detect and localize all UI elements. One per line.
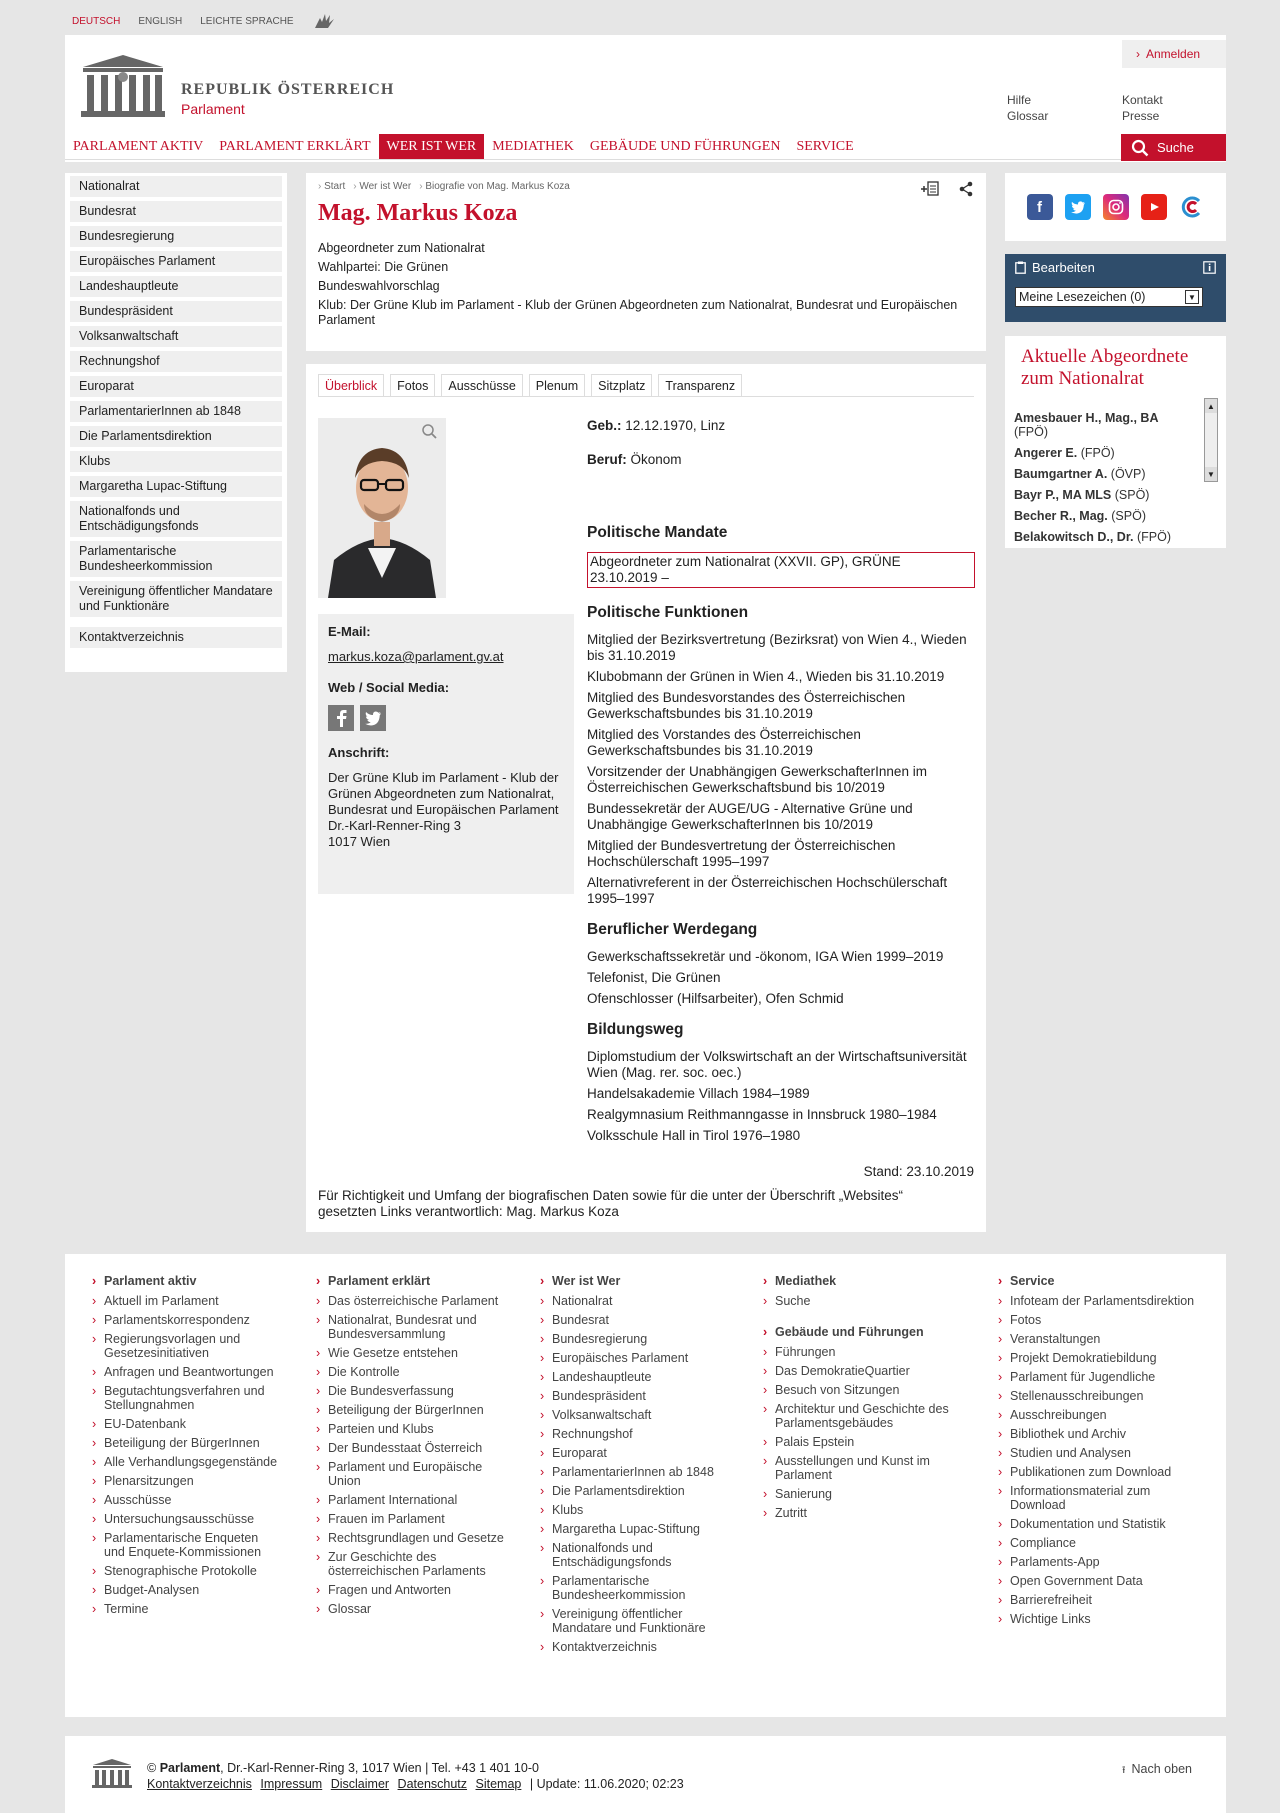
footer-link[interactable]: › Nationalfonds und Entschädigungsfonds xyxy=(540,1541,720,1569)
member-name: Becher R., Mag. xyxy=(1014,509,1108,523)
footer-link[interactable]: › Zutritt xyxy=(763,1506,953,1520)
twitter-icon[interactable] xyxy=(360,705,386,731)
member-party: (FPÖ) xyxy=(1136,530,1171,544)
footer-link[interactable]: › Aktuell im Parlament xyxy=(92,1294,282,1308)
sidebar-item-lupac-stiftung[interactable]: Margaretha Lupac-Stiftung xyxy=(70,476,282,497)
footer-link[interactable]: › Parlament International xyxy=(316,1493,506,1507)
instagram-icon[interactable] xyxy=(1103,194,1129,220)
glossary-link[interactable]: Glossar xyxy=(1007,109,1049,123)
portrait-photo[interactable] xyxy=(318,418,446,598)
address-line: 1017 Wien xyxy=(328,834,391,849)
footer-link[interactable]: › Das österreichische Parlament xyxy=(316,1294,506,1308)
profile-tabs xyxy=(318,374,742,397)
footer-col-wer-ist-wer xyxy=(540,1274,720,1659)
footer-heading[interactable]: › Service xyxy=(998,1274,1198,1288)
parliament-logo-icon[interactable] xyxy=(91,1758,133,1788)
footer-heading[interactable]: › Gebäude und Führungen xyxy=(763,1325,953,1339)
footer-link[interactable]: › Beteiligung der BürgerInnen xyxy=(92,1436,282,1450)
footer-link[interactable]: › Fragen und Antworten xyxy=(316,1583,506,1597)
member-party: (SPÖ) xyxy=(1111,509,1146,523)
help-link[interactable]: Hilfe xyxy=(1007,93,1032,107)
footer-link[interactable]: › Das DemokratieQuartier xyxy=(763,1364,953,1378)
mandate-line: Abgeordneter zum Nationalrat (XXVII. GP), GRÜNE xyxy=(590,554,901,569)
youtube-icon[interactable] xyxy=(1141,194,1167,220)
education-item: Handelsakademie Villach 1984–1989 xyxy=(587,1086,810,1101)
footer-col-parlament-aktiv xyxy=(92,1274,282,1621)
bookmarks-select[interactable] xyxy=(1015,287,1203,307)
clipboard-icon xyxy=(1015,261,1026,274)
logo-text xyxy=(181,81,394,117)
sidebar-item-parlamentsdirektion[interactable]: Die Parlamentsdirektion xyxy=(70,426,282,447)
bookmarks-select-value: Meine Lesezeichen (0) xyxy=(1019,290,1146,304)
link-kontaktverzeichnis[interactable]: Kontaktverzeichnis xyxy=(147,1777,252,1791)
footer-link[interactable]: › Parlamentskorrespondenz xyxy=(92,1313,282,1327)
footer-link[interactable]: › Open Government Data xyxy=(998,1574,1198,1588)
sidebar-item-bundesrat[interactable]: Bundesrat xyxy=(70,201,282,222)
link-impressum[interactable]: Impressum xyxy=(260,1777,323,1791)
tab-ausschuesse[interactable]: Ausschüsse xyxy=(441,374,522,397)
arrow-up-icon: ⭱ xyxy=(1122,1765,1126,1776)
address-line: Der Grüne Klub im Parlament - Klub der Grünen Abgeordneten zum Nationalrat, Bundesrat und Europäischen Parlament xyxy=(328,770,559,817)
career-heading: Beruflicher Werdegang xyxy=(587,921,758,938)
current-members-box xyxy=(1005,336,1226,548)
profile-line: Klub: Der Grüne Klub im Parlament - Klub der Grünen Abgeordneten zum Nationalrat, Bundesrat und Europäischen Parlament xyxy=(318,298,958,327)
current-members-title: Aktuelle Abgeordnete zum Nationalrat xyxy=(1021,346,1189,389)
current-members-list xyxy=(1014,411,1206,548)
facebook-icon[interactable]: f xyxy=(1027,194,1053,220)
sidebar-item-vereinigung[interactable]: Vereinigung öffentlicher Mandatare und Funktionäre xyxy=(70,581,282,617)
footer-link[interactable]: › Wie Gesetze entstehen xyxy=(316,1346,506,1360)
footer-link[interactable]: › Regierungsvorlagen und Gesetzesinitiativen xyxy=(92,1332,282,1360)
legal-links xyxy=(147,1776,684,1792)
breadcrumb-current: › Biografie von Mag. Markus Koza xyxy=(419,181,570,192)
footer-link[interactable]: › Führungen xyxy=(763,1345,953,1359)
footer-heading[interactable]: › Parlament erklärt xyxy=(316,1274,506,1288)
footer-link[interactable]: › Publikationen zum Download xyxy=(998,1465,1198,1479)
copyright xyxy=(147,1760,684,1792)
footer-link[interactable]: › Bundespräsident xyxy=(540,1389,720,1403)
nav-gebaeude[interactable]: GEBÄUDE UND FÜHRUNGEN xyxy=(589,139,781,154)
lang-leichte-sprache[interactable]: LEICHTE SPRACHE xyxy=(200,15,294,27)
breadcrumb-wer-ist-wer-label: › Wer ist Wer xyxy=(353,181,411,192)
footer-heading[interactable]: › Parlament aktiv xyxy=(92,1274,282,1288)
profile-tools xyxy=(920,181,974,197)
footer-link[interactable]: › Der Bundesstaat Österreich xyxy=(316,1441,506,1455)
main-navigation xyxy=(65,134,1226,160)
bookmark-add-icon[interactable] xyxy=(920,181,940,197)
function-item: Mitglied der Bezirksvertretung (Bezirksrat) von Wien 4., Wieden bis 31.10.2019 xyxy=(587,632,967,663)
tab-transparenz[interactable]: Transparenz xyxy=(658,374,742,397)
footer-link[interactable]: › Sanierung xyxy=(763,1487,953,1501)
functions-heading: Politische Funktionen xyxy=(587,604,749,621)
footer-link[interactable]: › Dokumentation und Statistik xyxy=(998,1517,1198,1531)
footer-link[interactable]: › Anfragen und Beantwortungen xyxy=(92,1365,282,1379)
job-value: Ökonom xyxy=(630,452,682,467)
function-item: Bundessekretär der AUGE/UG - Alternative Grüne und Unabhängige GewerkschafterInnen bis 10/2019 xyxy=(587,801,913,832)
footer-link[interactable]: › Europäisches Parlament xyxy=(540,1351,720,1365)
footer-link[interactable]: › Termine xyxy=(92,1602,282,1616)
link-sitemap[interactable]: Sitemap xyxy=(475,1777,522,1791)
nav-service[interactable]: SERVICE xyxy=(796,139,854,154)
footer-link[interactable]: › Parlamentarische Bundesheerkommission xyxy=(540,1574,720,1602)
footer-link[interactable]: › Nationalrat, Bundesrat und Bundesversammlung xyxy=(316,1313,506,1341)
scroll-up-icon[interactable]: ▲ xyxy=(1205,399,1217,413)
mandate-line: 23.10.2019 – xyxy=(590,570,669,585)
address xyxy=(328,770,564,850)
social-media-box xyxy=(1005,173,1226,241)
press-link[interactable]: Presse xyxy=(1122,109,1160,123)
footer-link[interactable]: › Untersuchungsausschüsse xyxy=(92,1512,282,1526)
footer-link[interactable]: › Infoteam der Parlamentsdirektion xyxy=(998,1294,1198,1308)
footer-heading[interactable]: › Wer ist Wer xyxy=(540,1274,720,1288)
footer-link[interactable]: › Klubs xyxy=(540,1503,720,1517)
copyright-line xyxy=(147,1760,684,1776)
list-item[interactable] xyxy=(1014,446,1206,460)
footer-link[interactable]: › Palais Epstein xyxy=(763,1435,953,1449)
footer-col-mediathek xyxy=(763,1274,953,1525)
footer-link[interactable]: › Bundesrat xyxy=(540,1313,720,1327)
sign-language-icon[interactable] xyxy=(312,12,338,30)
lang-english[interactable]: ENGLISH xyxy=(138,15,183,27)
education-heading: Bildungsweg xyxy=(587,1021,684,1038)
logo-title: REPUBLIK ÖSTERREICH xyxy=(181,81,395,98)
member-party: (FPÖ) xyxy=(1014,425,1049,439)
footer-link[interactable]: › Parlaments-App xyxy=(998,1555,1198,1569)
nav-mediathek[interactable]: MEDIATHEK xyxy=(492,139,574,154)
footer-link[interactable]: › Parlament und Europäische Union xyxy=(316,1460,506,1488)
footer-link[interactable]: › Stenographische Protokolle xyxy=(92,1564,282,1578)
footer-link[interactable]: › Fotos xyxy=(998,1313,1198,1327)
footer-link[interactable]: › Architektur und Geschichte des Parlamentsgebäudes xyxy=(763,1402,953,1430)
function-item: Vorsitzender der Unabhängigen GewerkschafterInnen im Österreichischen Gewerkschaftsbund bis 10/2019 xyxy=(587,764,927,795)
breadcrumb-start[interactable] xyxy=(318,181,345,192)
footer-col-service xyxy=(998,1274,1198,1631)
list-item[interactable] xyxy=(1014,509,1206,523)
copyright-symbol: © xyxy=(147,1761,160,1775)
footer-link[interactable]: › Frauen im Parlament xyxy=(316,1512,506,1526)
birth-value: 12.12.1970, Linz xyxy=(625,418,726,433)
footer-link[interactable]: › Parteien und Klubs xyxy=(316,1422,506,1436)
footer-link[interactable]: › Barrierefreiheit xyxy=(998,1593,1198,1607)
footer-link[interactable]: › Wichtige Links xyxy=(998,1612,1198,1626)
function-item: Mitglied des Bundesvorstandes des Österreichischen Gewerkschaftsbundes bis 31.10.2019 xyxy=(587,690,906,721)
footer-link[interactable]: › Ausschüsse xyxy=(92,1493,282,1507)
profile-line: Bundeswahlvorschlag xyxy=(318,279,440,293)
member-name: Bayr P., MA MLS xyxy=(1014,488,1112,502)
list-item[interactable] xyxy=(1014,488,1206,502)
job-row xyxy=(587,452,975,467)
footer-link[interactable]: › Besuch von Sitzungen xyxy=(763,1383,953,1397)
breadcrumb-wer-ist-wer[interactable] xyxy=(353,181,411,192)
breadcrumb xyxy=(318,181,974,192)
contact-link[interactable]: Kontakt xyxy=(1122,93,1163,107)
education-item: Diplomstudium der Volkswirtschaft an der Wirtschaftsuniversität Wien (Mag. rer. soc. oec.) xyxy=(587,1049,967,1080)
members-scrollbar[interactable] xyxy=(1204,398,1218,482)
update-timestamp: | Update: 11.06.2020; 02:23 xyxy=(529,1777,684,1791)
social-links xyxy=(328,705,564,731)
footer-link[interactable]: › ParlamentarierInnen ab 1848 xyxy=(540,1465,720,1479)
footer-link[interactable]: › Zur Geschichte des österreichischen Parlaments xyxy=(316,1550,506,1578)
sidebar-item-rechnungshof[interactable]: Rechnungshof xyxy=(70,351,282,372)
footer-link[interactable]: › Alle Verhandlungsgegenstände xyxy=(92,1455,282,1469)
member-name: Angerer E. xyxy=(1014,446,1078,460)
bottom-bar xyxy=(65,1736,1226,1813)
logo-subtitle: Parlament xyxy=(181,101,245,117)
footer-link[interactable]: › Veranstaltungen xyxy=(998,1332,1198,1346)
footer-link[interactable]: › Parlament für Jugendliche xyxy=(998,1370,1198,1384)
copyright-address: , Dr.-Karl-Renner-Ring 3, 1017 Wien | Tel. +43 1 401 10-0 xyxy=(220,1761,539,1775)
career-item: Gewerkschaftssekretär und -ökonom, IGA Wien 1999–2019 xyxy=(587,949,944,964)
link-datenschutz[interactable]: Datenschutz xyxy=(397,1777,468,1791)
list-item[interactable] xyxy=(1014,530,1206,544)
profile-header xyxy=(306,173,986,351)
career-item: Ofenschlosser (Hilfsarbeiter), Ofen Schmid xyxy=(587,991,844,1006)
member-name: Baumgartner A. xyxy=(1014,467,1108,481)
lang-deutsch[interactable]: DEUTSCH xyxy=(72,15,121,27)
footer-link[interactable]: › Bundesregierung xyxy=(540,1332,720,1346)
address-line: Dr.-Karl-Renner-Ring 3 xyxy=(328,818,461,833)
biography xyxy=(587,418,975,1149)
mandate-box xyxy=(587,552,975,588)
footer-link[interactable]: › Glossar xyxy=(316,1602,506,1616)
tab-fotos[interactable]: Fotos xyxy=(390,374,435,397)
footer-link[interactable]: › Informationsmaterial zum Download xyxy=(998,1484,1198,1512)
footer-link[interactable]: › Landeshauptleute xyxy=(540,1370,720,1384)
birth-label: Geb.: xyxy=(587,418,622,433)
edit-header xyxy=(1015,260,1216,275)
sidebar-item-nationalfonds[interactable]: Nationalfonds und Entschädigungsfonds xyxy=(70,501,282,537)
site-header xyxy=(65,35,1226,162)
footer-link[interactable]: › Volksanwaltschaft xyxy=(540,1408,720,1422)
parliament-logo-icon xyxy=(79,53,167,117)
job-label: Beruf: xyxy=(587,452,627,467)
footer-link[interactable]: › Compliance xyxy=(998,1536,1198,1550)
footer-link[interactable]: › Suche xyxy=(763,1294,953,1308)
sidebar-item-bundesregierung[interactable]: Bundesregierung xyxy=(70,226,282,247)
footer-link[interactable]: › Stellenausschreibungen xyxy=(998,1389,1198,1403)
footer-sitemap xyxy=(65,1254,1226,1717)
edit-title: Bearbeiten xyxy=(1032,260,1095,275)
footer-link[interactable]: › Beteiligung der BürgerInnen xyxy=(316,1403,506,1417)
education-item: Realgymnasium Reithmanngasse in Innsbruck 1980–1984 xyxy=(587,1107,937,1122)
nav-wer-ist-wer[interactable]: WER IST WER xyxy=(379,134,485,159)
tab-plenum[interactable]: Plenum xyxy=(529,374,585,397)
email-link[interactable]: markus.koza@parlament.gv.at xyxy=(328,649,504,664)
footer-link[interactable]: › Ausstellungen und Kunst im Parlament xyxy=(763,1454,953,1482)
sidebar-item-kontaktverzeichnis[interactable]: Kontaktverzeichnis xyxy=(70,627,282,648)
footer-link[interactable]: › Kontaktverzeichnis xyxy=(540,1640,720,1654)
tab-sitzplatz[interactable]: Sitzplatz xyxy=(591,374,652,397)
profile-line: Wahlpartei: Die Grünen xyxy=(318,260,449,274)
footer-link[interactable]: › Plenarsitzungen xyxy=(92,1474,282,1488)
sidebar-item-eu-parlament[interactable]: Europäisches Parlament xyxy=(70,251,282,272)
back-to-top-button[interactable] xyxy=(1122,1762,1192,1780)
member-party: (SPÖ) xyxy=(1114,488,1150,502)
footer-spacer xyxy=(763,1313,953,1325)
edit-box xyxy=(1005,254,1226,322)
back-to-top-label: Nach oben xyxy=(1131,1762,1192,1776)
profile-line: Abgeordneter zum Nationalrat xyxy=(318,241,485,255)
tab-ueberblick[interactable]: Überblick xyxy=(318,374,384,397)
page-title: Mag. Markus Koza xyxy=(318,200,518,226)
search-icon xyxy=(1131,139,1149,157)
footer-link[interactable]: › Studien und Analysen xyxy=(998,1446,1198,1460)
footer-link[interactable]: › Nationalrat xyxy=(540,1294,720,1308)
web-social-label: Web / Social Media: xyxy=(328,680,450,695)
search-button[interactable] xyxy=(1121,134,1226,161)
utility-links-left xyxy=(1007,92,1048,124)
sidebar-item-bundesheerkommission[interactable]: Parlamentarische Bundesheerkommission xyxy=(70,541,282,577)
mandates-heading: Politische Mandate xyxy=(587,524,728,541)
profile-summary xyxy=(318,239,974,328)
login-button[interactable] xyxy=(1122,40,1226,68)
nav-parlament-aktiv[interactable]: PARLAMENT AKTIV xyxy=(73,139,204,154)
footer-link[interactable]: › Begutachtungsverfahren und Stellungnahmen xyxy=(92,1384,282,1412)
profile-content xyxy=(306,364,986,1232)
footer-link[interactable]: › Bibliothek und Archiv xyxy=(998,1427,1198,1441)
footer-link[interactable]: › Margaretha Lupac-Stiftung xyxy=(540,1522,720,1536)
tabs-divider xyxy=(318,396,974,397)
search-label: Suche xyxy=(1157,140,1194,155)
copyright-owner: Parlament xyxy=(159,1761,221,1775)
list-item[interactable] xyxy=(1014,411,1206,439)
member-name: Amesbauer H., Mag., BA xyxy=(1014,411,1159,425)
footer-link[interactable]: › Rechtsgrundlagen und Gesetze xyxy=(316,1531,506,1545)
language-bar xyxy=(72,14,338,28)
stand-date: Stand: 23.10.2019 xyxy=(863,1164,974,1179)
parliament-app-icon[interactable] xyxy=(1179,194,1205,220)
footer-link[interactable]: › Die Bundesverfassung xyxy=(316,1384,506,1398)
sidebar-item-klubs[interactable]: Klubs xyxy=(70,451,282,472)
sidebar-item-parlamentarier-1848[interactable]: ParlamentarierInnen ab 1848 xyxy=(70,401,282,422)
sidebar-item-nationalrat[interactable]: Nationalrat xyxy=(70,176,282,197)
email-label: E-Mail: xyxy=(328,624,371,639)
info-icon[interactable] xyxy=(1203,261,1216,274)
footer-link[interactable]: › Die Kontrolle xyxy=(316,1365,506,1379)
list-item[interactable] xyxy=(1014,467,1206,481)
footer-link[interactable]: › Budget-Analysen xyxy=(92,1583,282,1597)
footer-link[interactable]: › Die Parlamentsdirektion xyxy=(540,1484,720,1498)
footer-link[interactable]: › Vereinigung öffentlicher Mandatare und Funktionäre xyxy=(540,1607,720,1635)
function-item: Alternativreferent in der Österreichischen Hochschülerschaft 1995–1997 xyxy=(587,875,948,906)
utility-links-right xyxy=(1122,92,1163,124)
member-party: (ÖVP) xyxy=(1110,467,1146,481)
sidebar-item-landeshauptleute[interactable]: Landeshauptleute xyxy=(70,276,282,297)
footer-link[interactable]: › Parlamentarische Enqueten und Enquete-Kommissionen xyxy=(92,1531,282,1559)
facebook-icon[interactable] xyxy=(328,705,354,731)
edit-title-wrap xyxy=(1015,260,1095,275)
function-item: Mitglied des Vorstandes des Österreichischen Gewerkschaftsbundes bis 31.10.2019 xyxy=(587,727,861,758)
sidebar-item-europarat[interactable]: Europarat xyxy=(70,376,282,397)
breadcrumb-start-label: › Start xyxy=(318,181,345,192)
contact-box xyxy=(318,614,574,894)
function-item: Klubobmann der Grünen in Wien 4., Wieden bis 31.10.2019 xyxy=(587,669,945,684)
twitter-icon[interactable] xyxy=(1065,194,1091,220)
function-item: Mitglied der Bundesvertretung der Österreichischen Hochschülerschaft 1995–1997 xyxy=(587,838,896,869)
footer-col-parlament-erklaert xyxy=(316,1274,506,1621)
link-disclaimer[interactable]: Disclaimer xyxy=(330,1777,390,1791)
nav-parlament-erklaert[interactable]: PARLAMENT ERKLÄRT xyxy=(219,139,371,154)
sidebar-item-bundespraesident[interactable]: Bundespräsident xyxy=(70,301,282,322)
sidebar-item-volksanwaltschaft[interactable]: Volksanwaltschaft xyxy=(70,326,282,347)
birth-row xyxy=(587,418,975,433)
share-icon[interactable] xyxy=(958,181,974,197)
footer-link[interactable]: › Europarat xyxy=(540,1446,720,1460)
logo[interactable] xyxy=(79,53,394,117)
footer-link[interactable]: › EU-Datenbank xyxy=(92,1417,282,1431)
disclaimer: Für Richtigkeit und Umfang der biografischen Daten sowie für die unter der Überschrift „Websites“ gesetzten Links verantwortlich: Mag. Markus Koza xyxy=(318,1188,904,1219)
footer-link[interactable]: › Ausschreibungen xyxy=(998,1408,1198,1422)
member-party: (FPÖ) xyxy=(1080,446,1115,460)
footer-link[interactable]: › Projekt Demokratiebildung xyxy=(998,1351,1198,1365)
address-label: Anschrift: xyxy=(328,745,390,760)
career-item: Telefonist, Die Grünen xyxy=(587,970,721,985)
footer-heading[interactable]: › Mediathek xyxy=(763,1274,953,1288)
chevron-right-icon: › xyxy=(1136,47,1140,61)
login-label: Anmelden xyxy=(1146,47,1201,61)
member-name: Belakowitsch D., Dr. xyxy=(1014,530,1134,544)
chevron-down-icon: ▼ xyxy=(1185,290,1199,304)
scroll-down-icon[interactable]: ▼ xyxy=(1205,467,1217,481)
footer-link[interactable]: › Rechnungshof xyxy=(540,1427,720,1441)
sidebar xyxy=(65,173,287,672)
education-item: Volksschule Hall in Tirol 1976–1980 xyxy=(587,1128,801,1143)
